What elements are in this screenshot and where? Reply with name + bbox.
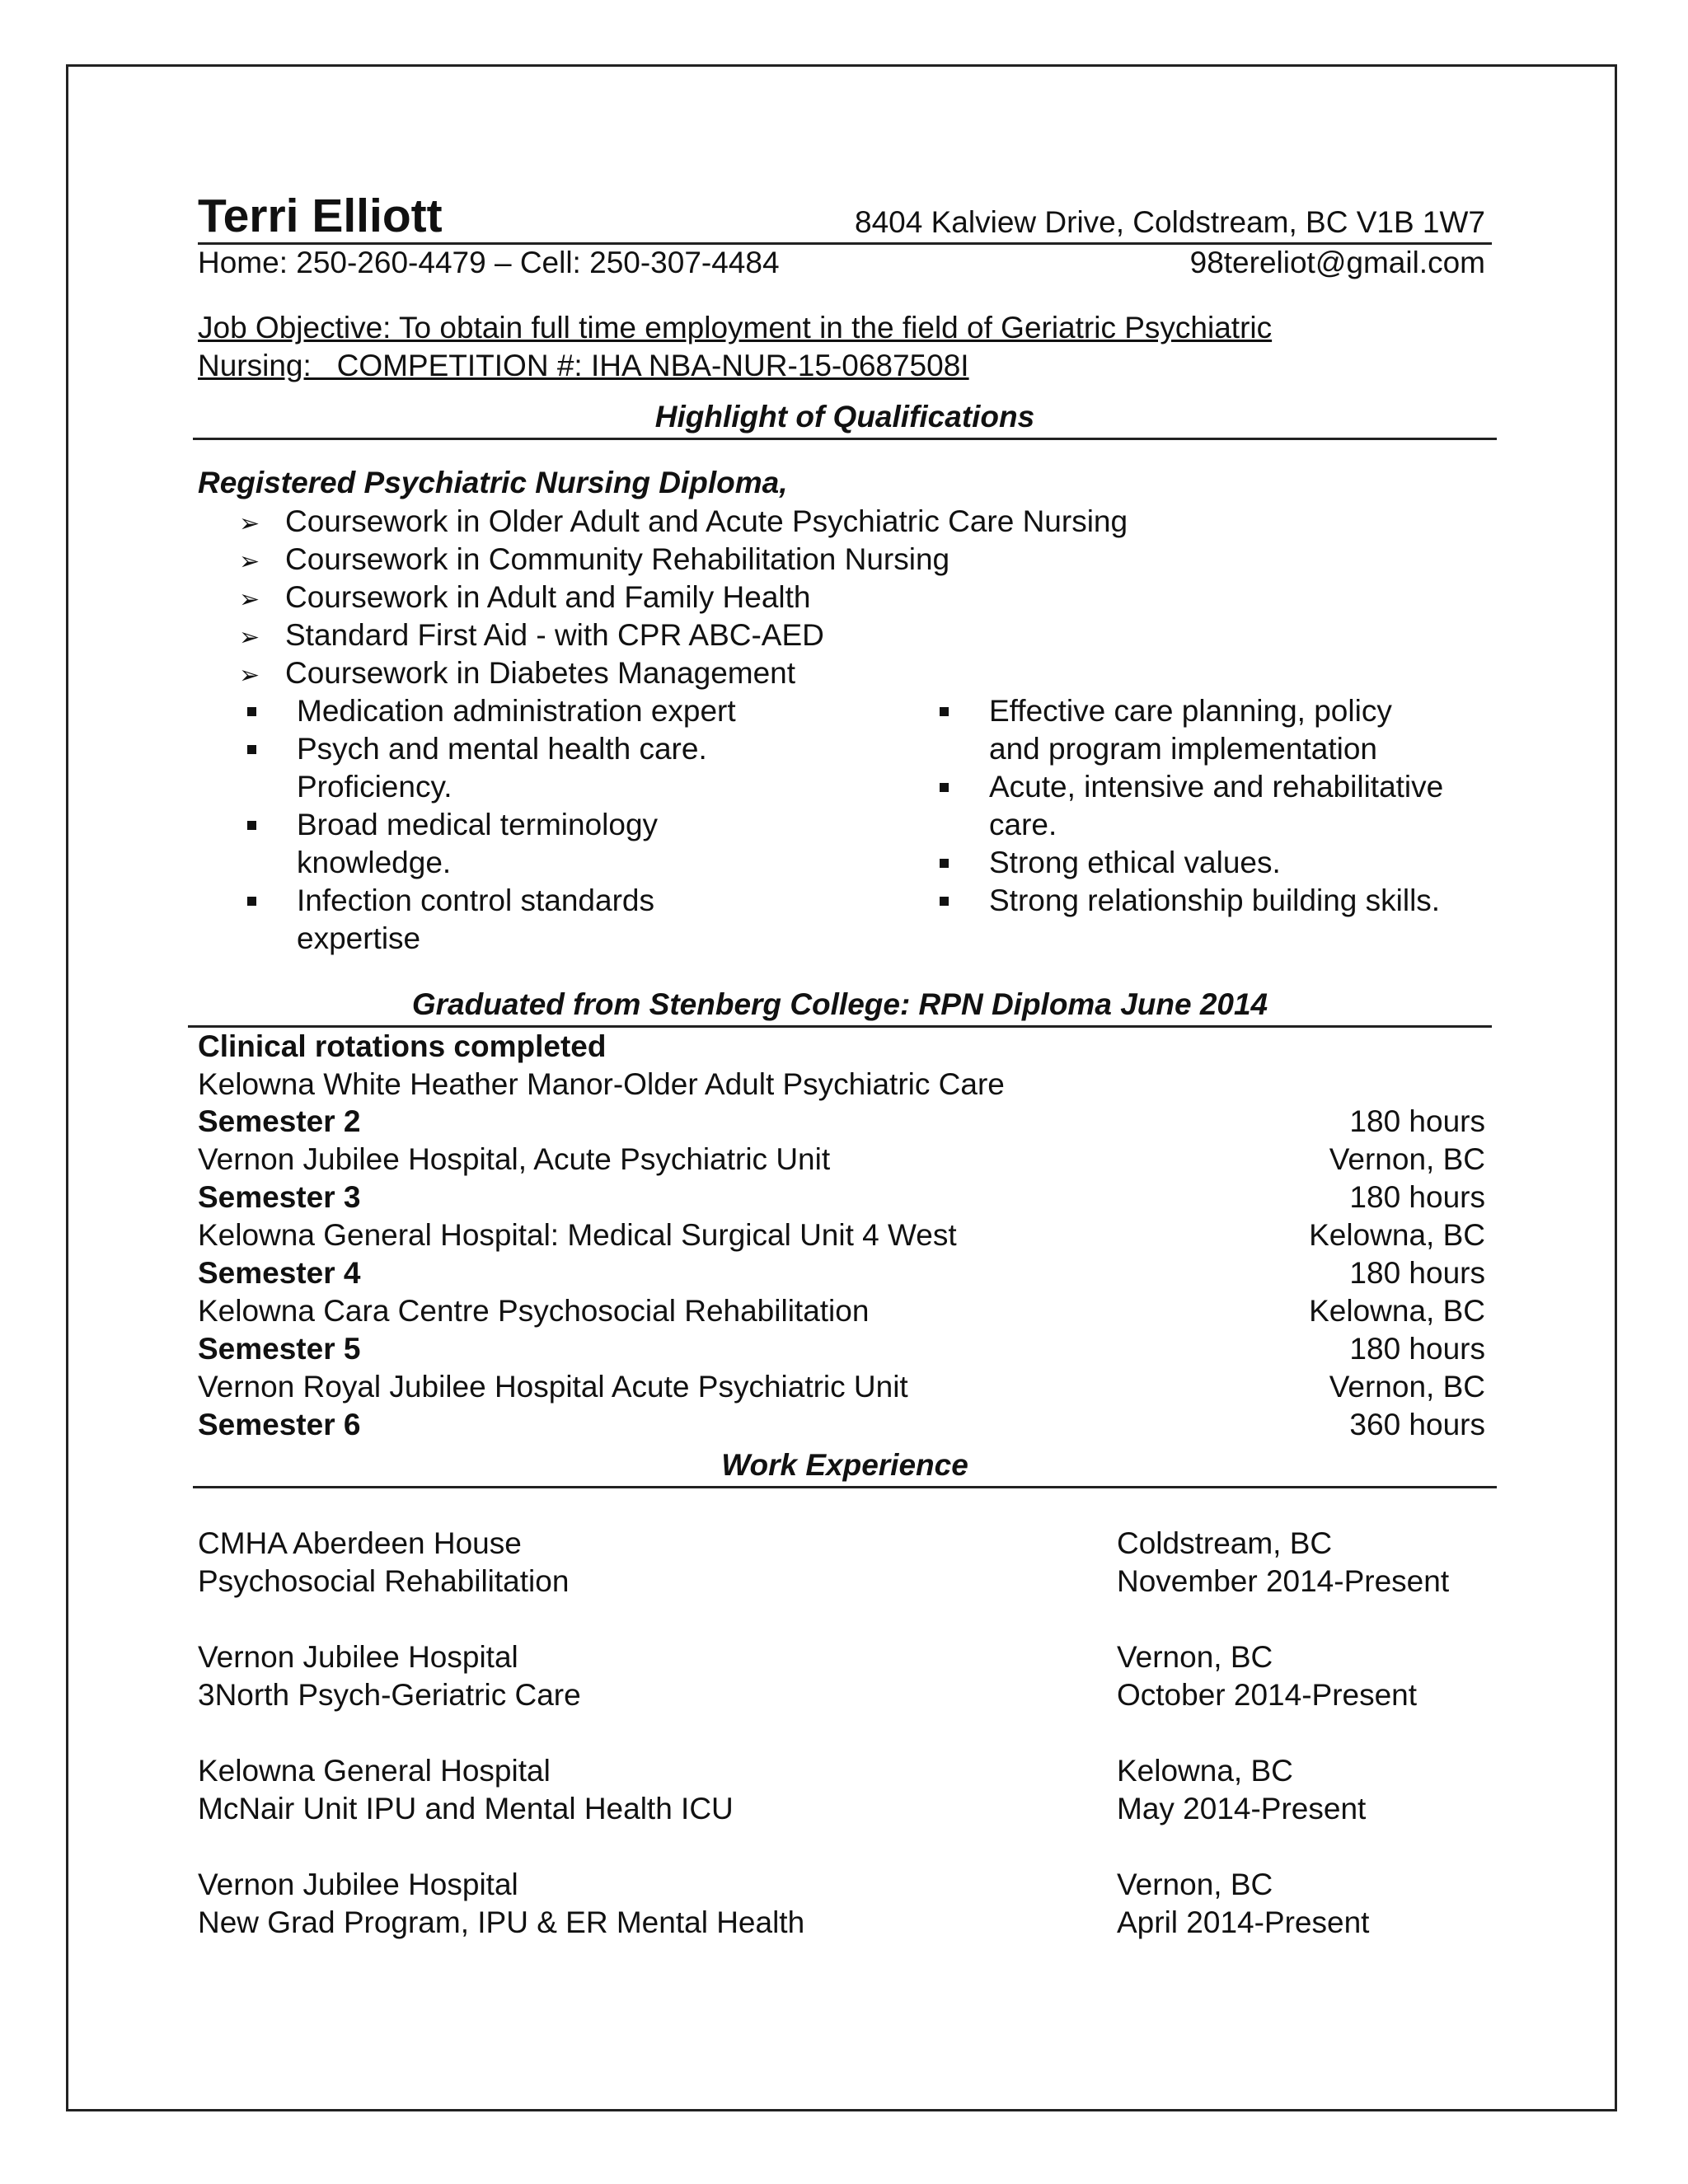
list-item: Infection control standards expertise xyxy=(247,882,725,958)
address: 8404 Kalview Drive, Coldstream, BC V1B 1W7 xyxy=(855,205,1485,239)
employer: Kelowna General Hospital xyxy=(198,1754,551,1788)
square-bullet-icon xyxy=(247,707,256,716)
unit: McNair Unit IPU and Mental Health ICU xyxy=(198,1792,734,1825)
semester-row: Semester 3 180 hours xyxy=(198,1180,1485,1214)
square-bullet-icon xyxy=(940,783,949,792)
rotation-row: Kelowna Cara Centre Psychosocial Rehabilitation Kelowna, BC xyxy=(198,1294,1485,1328)
rotation-row: Kelowna General Hospital: Medical Surgical Unit 4 West Kelowna, BC xyxy=(198,1218,1485,1252)
employer: CMHA Aberdeen House xyxy=(198,1526,522,1560)
job-entry xyxy=(198,1752,1492,1828)
semester-row: Semester 6 360 hours xyxy=(198,1408,1485,1441)
list-item: Acute, intensive and rehabilitative care. xyxy=(940,768,1484,844)
job-entry xyxy=(198,1866,1492,1942)
job-dates: November 2014-Present xyxy=(1117,1564,1450,1598)
job-location: Vernon, BC xyxy=(1117,1868,1273,1901)
work-heading: Work Experience xyxy=(193,1445,1497,1488)
coursework-list xyxy=(198,503,1492,692)
list-item: ➢ Standard First Aid - with CPR ABC-AED xyxy=(239,616,1492,654)
employer: Vernon Jubilee Hospital xyxy=(198,1640,518,1674)
email: 98tereliot@gmail.com xyxy=(1189,246,1485,279)
list-item: ➢ Coursework in Adult and Family Health xyxy=(239,579,1492,616)
semester-row: Semester 2 180 hours xyxy=(198,1104,1485,1138)
phone-numbers: Home: 250-260-4479 – Cell: 250-307-4484 xyxy=(198,246,780,279)
semester-row: Semester 5 180 hours xyxy=(198,1332,1485,1366)
unit: Psychosocial Rehabilitation xyxy=(198,1564,570,1598)
resume-page xyxy=(198,190,1492,1942)
resume-header xyxy=(198,190,1492,245)
objective-line-1: Job Objective: To obtain full time employment in the field of Geriatric Psychiatric xyxy=(198,311,1273,344)
list-item: Strong relationship building skills. xyxy=(940,882,1500,920)
unit: 3North Psych-Geriatric Care xyxy=(198,1678,581,1712)
qualifications-heading: Highlight of Qualifications xyxy=(193,396,1497,440)
job-location: Kelowna, BC xyxy=(1117,1754,1293,1788)
list-item: Medication administration expert xyxy=(247,692,824,730)
square-bullet-icon xyxy=(247,897,256,906)
list-item: ➢ Coursework in Older Adult and Acute Psychiatric Care Nursing xyxy=(239,503,1492,541)
objective-line-2: Nursing: COMPETITION #: IHA NBA-NUR-15-0687508I xyxy=(198,349,969,382)
rotation-row: Vernon Jubilee Hospital, Acute Psychiatric Unit Vernon, BC xyxy=(198,1142,1485,1176)
diploma-title: Registered Psychiatric Nursing Diploma, xyxy=(198,466,788,499)
square-bullet-icon xyxy=(247,745,256,754)
list-item: Effective care planning, policy and program implementation xyxy=(940,692,1451,768)
contact-line xyxy=(198,245,1492,291)
list-item: Strong ethical values. xyxy=(940,844,1500,882)
job-entry xyxy=(198,1525,1492,1601)
clinical-site: Kelowna White Heather Manor-Older Adult Psychiatric Care xyxy=(198,1067,1005,1101)
list-item: ➢ Coursework in Diabetes Management xyxy=(239,654,1492,692)
job-dates: April 2014-Present xyxy=(1117,1905,1370,1939)
square-bullet-icon xyxy=(247,821,256,830)
job-dates: October 2014-Present xyxy=(1117,1678,1418,1712)
square-bullet-icon xyxy=(940,859,949,868)
semester-row: Semester 4 180 hours xyxy=(198,1256,1485,1290)
graduation-line: Graduated from Stenberg College: RPN Diploma June 2014 xyxy=(188,984,1492,1028)
candidate-name: Terri Elliott xyxy=(198,190,443,242)
job-dates: May 2014-Present xyxy=(1117,1792,1367,1825)
list-item: Broad medical terminology knowledge. xyxy=(247,806,709,882)
arrow-bullet-icon: ➢ xyxy=(239,510,260,537)
job-location: Vernon, BC xyxy=(1117,1640,1273,1674)
unit: New Grad Program, IPU & ER Mental Health xyxy=(198,1905,805,1939)
job-location: Coldstream, BC xyxy=(1117,1526,1333,1560)
list-item: ➢ Coursework in Community Rehabilitation Nursing xyxy=(239,541,1492,579)
job-objective xyxy=(198,309,1492,385)
job-entry xyxy=(198,1638,1492,1714)
arrow-bullet-icon: ➢ xyxy=(239,624,260,651)
list-item: Psych and mental health care. Proficiency. xyxy=(247,730,758,806)
arrow-bullet-icon: ➢ xyxy=(239,586,260,613)
skills-list-right xyxy=(940,692,1500,920)
square-bullet-icon xyxy=(940,897,949,906)
square-bullet-icon xyxy=(940,707,949,716)
arrow-bullet-icon: ➢ xyxy=(239,662,260,689)
arrow-bullet-icon: ➢ xyxy=(239,548,260,575)
employer: Vernon Jubilee Hospital xyxy=(198,1868,518,1901)
skills-list-left xyxy=(247,692,824,958)
skills-columns xyxy=(198,692,1492,984)
rotation-row: Vernon Royal Jubilee Hospital Acute Psychiatric Unit Vernon, BC xyxy=(198,1370,1485,1404)
clinical-heading: Clinical rotations completed xyxy=(198,1029,607,1063)
